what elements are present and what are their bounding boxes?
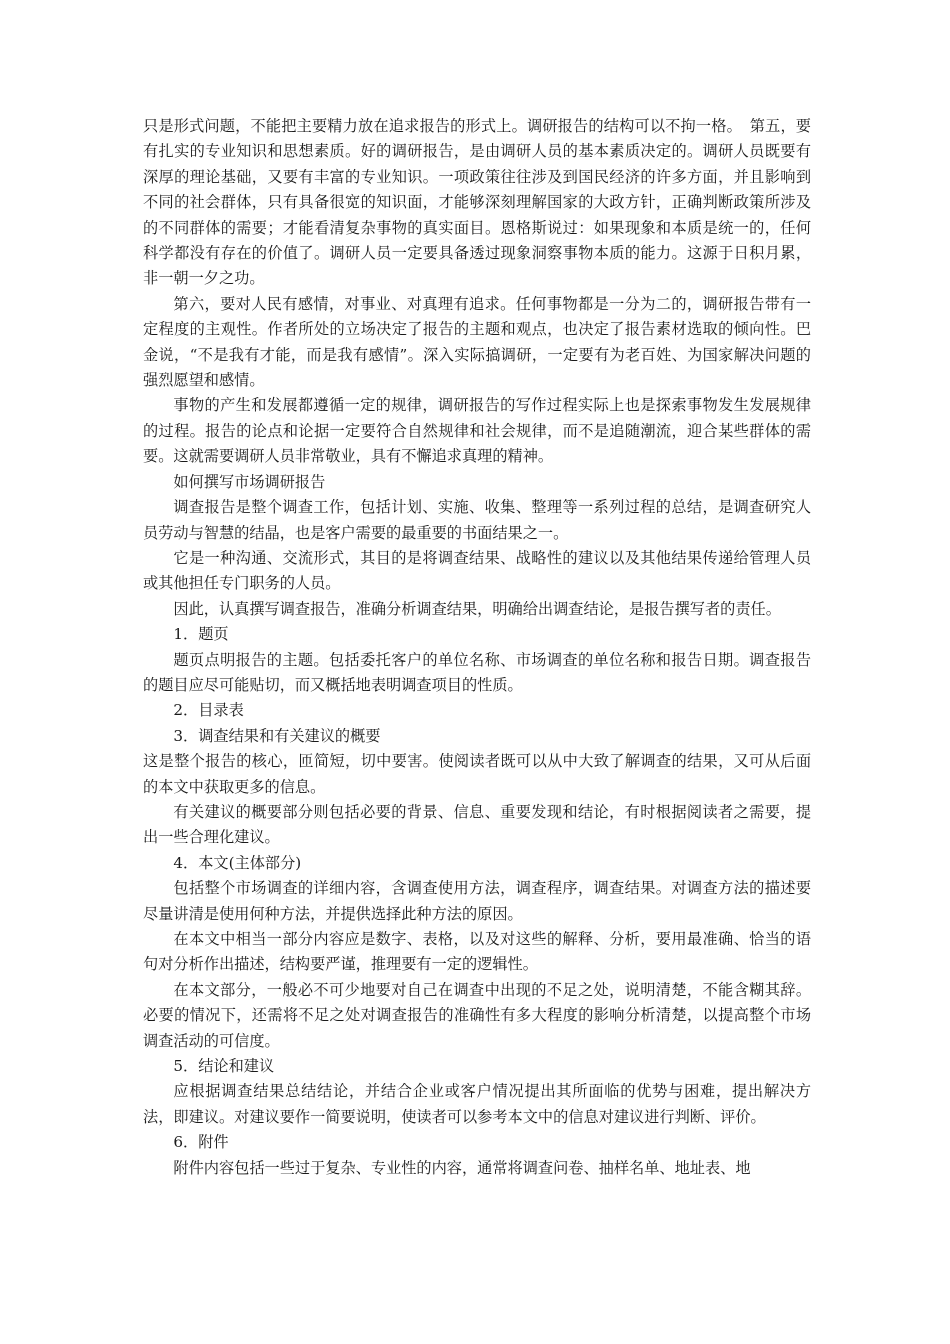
- paragraph: 在本文中相当一部分内容应是数字、表格，以及对这些的解释、分析，要用最准确、恰当的语句对分析作出描述，结构要严谨，推理要有一定的逻辑性。: [143, 930, 811, 974]
- section-heading: 5．结论和建议: [173, 1057, 275, 1076]
- section-heading: 6．附件: [173, 1133, 229, 1152]
- paragraph: 有关建议的概要部分则包括必要的背景、信息、重要发现和结论，有时根据阅读者之需要，提出一些合理化建议。: [143, 802, 811, 847]
- paragraph: 第六，要对人民有感情，对事业、对真理有追求。任何事物都是一分为二的，调研报告带有一定程度的主观性。作者所处的立场决定了报告的主题和观点，也决定了报告素材选取的倾向性。巴金说，“不是我有才能，而是我有感情”。深入实际搞调研，一定要有为老百姓、为国家解决问题的强烈愿望和感情。: [143, 294, 811, 390]
- paragraph: 附件内容包括一些过于复杂、专业性的内容，通常将调查问卷、抽样名单、地址表、地: [173, 1158, 751, 1177]
- paragraph: 包括整个市场调查的详细内容，含调查使用方法，调查程序，调查结果。对调查方法的描述要尽量讲清是使用何种方法，并提供选择此种方法的原因。: [143, 879, 811, 923]
- paragraph: 在本文部分，一般必不可少地要对自己在调查中出现的不足之处，说明清楚，不能含糊其辞。必要的情况下，还需将不足之处对调查报告的准确性有多大程度的影响分析清楚，以提高整个市场调查活动的可信度。: [143, 980, 811, 1050]
- paragraph: 应根据调查结果总结结论，并结合企业或客户情况提出其所面临的优势与困难，提出解决方法，即建议。对建议要作一简要说明，使读者可以参考本文中的信息对建议进行判断、评价。: [143, 1082, 811, 1126]
- section-heading: 3．调查结果和有关建议的概要: [173, 726, 381, 745]
- section-heading: 2．目录表: [173, 701, 244, 720]
- paragraph: 这是整个报告的核心，匝简短，切中要害。使阅读者既可以从中大致了解调查的结果，又可从后面的本文中获取更多的信息。: [143, 752, 811, 796]
- document-body: [143, 114, 811, 1181]
- paragraph: 只是形式问题，不能把主要精力放在追求报告的形式上。调研报告的结构可以不拘一格。 第五，要有扎实的专业知识和思想素质。好的调研报告，是由调研人员的基本素质决定的。调研人员既要有深厚的理论基础，又要有丰富的专业知识。一项政策往往涉及到国民经济的许多方面，并且影响到不同的社会群体，只有具备很宽的知识面，才能够深刻理解国家的大政方针，正确判断政策所涉及的不同群体的需要；才能看清复杂事物的真实面目。恩格斯说过：如果现象和本质是统一的，任何科学都没有存在的价值了。调研人员一定要具备透过现象洞察事物本质的能力。这源于日积月累，非一朝一夕之功。: [143, 117, 811, 288]
- paragraph: 调查报告是整个调查工作，包括计划、实施、收集、整理等一系列过程的总结，是调查研究人员劳动与智慧的结晶，也是客户需要的最重要的书面结果之一。: [143, 498, 811, 542]
- paragraph: 因此，认真撰写调查报告，准确分析调查结果，明确给出调查结论，是报告撰写者的责任。: [173, 599, 781, 618]
- section-heading: 4．本文(主体部分): [173, 853, 302, 872]
- paragraph: 题页点明报告的主题。包括委托客户的单位名称、市场调查的单位名称和报告日期。调查报告的题目应尽可能贴切，而又概括地表明调查项目的性质。: [143, 650, 811, 694]
- section-title: 如何撰写市场调研报告: [173, 472, 326, 491]
- paragraph: 事物的产生和发展都遵循一定的规律，调研报告的写作过程实际上也是探索事物发生发展规律的过程。报告的论点和论据一定要符合自然规律和社会规律，而不是追随潮流，迎合某些群体的需要。这就需要调研人员非常敬业，具有不懈追求真理的精神。: [143, 396, 811, 466]
- section-heading: 1．题页: [173, 625, 229, 644]
- paragraph: 它是一种沟通、交流形式，其目的是将调查结果、战略性的建议以及其他结果传递给管理人员或其他担任专门职务的人员。: [143, 548, 811, 593]
